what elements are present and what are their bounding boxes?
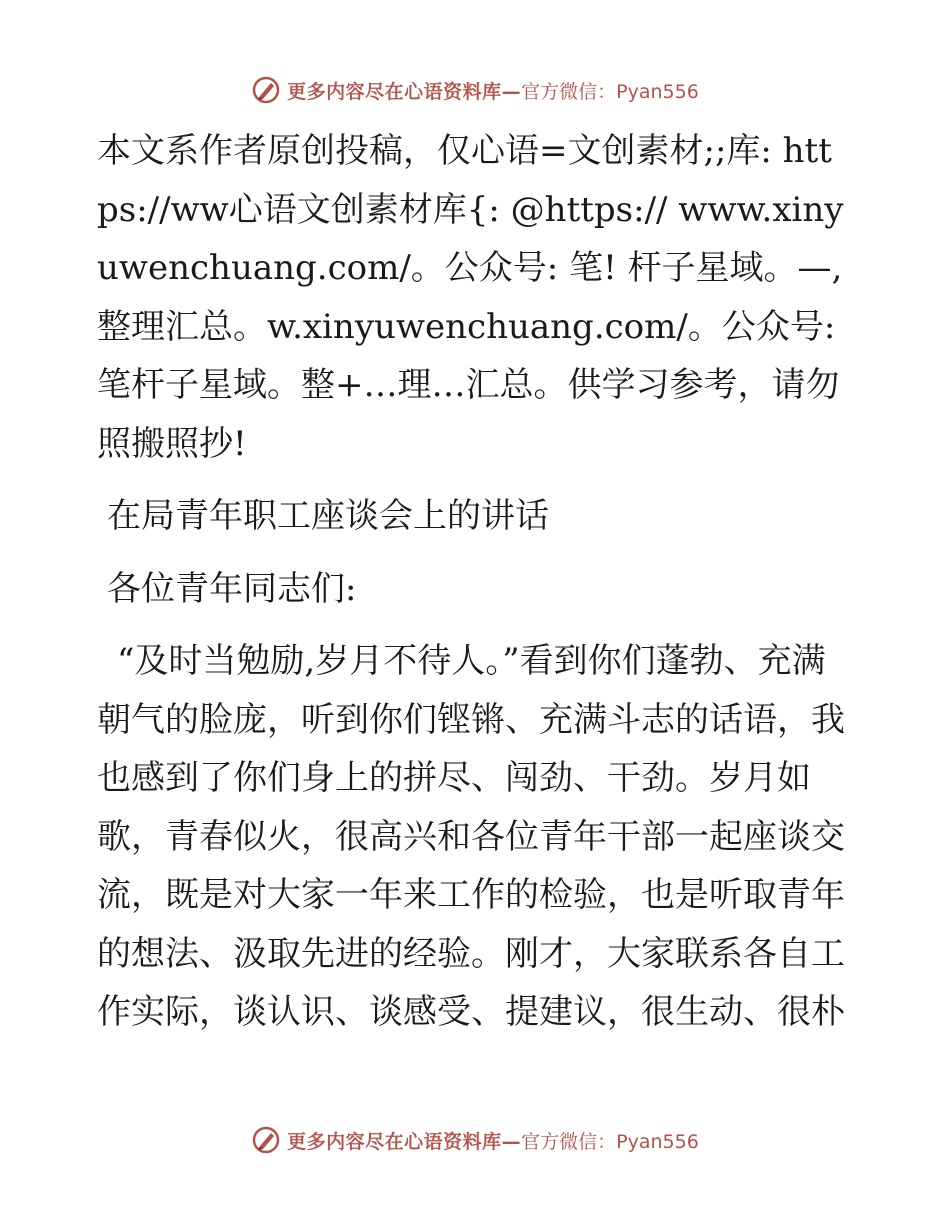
banner-wechat: 官方微信：Pyan556 [521, 80, 699, 103]
document-body [97, 122, 849, 1042]
banner-text: 更多内容尽在心语资料库— [287, 1130, 522, 1153]
pen-logo-icon [251, 75, 281, 105]
intro-paragraph: 本文系作者原创投稿，仅心语=文创素材;;库: https://ww心语文创素材库{: @https:// www.xinyuwenchuang.com/。公众号: 笔! 杆子星域。—,整理汇总。w.xinyuwenchuang.com/。公众号: 笔杆子星域。整+…理…汇总。供学习参考，请勿照搬照抄! [97, 131, 847, 464]
header-banner [0, 70, 950, 110]
body-paragraph: “及时当勉励,岁月不待人。”看到你们蓬勃、充满朝气的脸庞，听到你们铿锵、充满斗志的话语，我也感到了你们身上的拼尽、闯劲、干劲。岁月如歌，青春似火，很高兴和各位青年干部一起座谈交流，既是对大家一年来工作的检验，也是听取青年的想法、汲取先进的经验。刚才，大家联系各自工作实际，谈认识、谈感受、提建议，很生动、很朴 [97, 641, 845, 1032]
document-title: 在局青年职工座谈会上的讲话 [107, 496, 549, 536]
footer-banner [0, 1120, 950, 1160]
pen-logo-icon [251, 1125, 281, 1155]
banner-wechat: 官方微信：Pyan556 [521, 1130, 699, 1153]
banner-text: 更多内容尽在心语资料库— [287, 80, 522, 103]
greeting: 各位青年同志们: [107, 568, 357, 609]
